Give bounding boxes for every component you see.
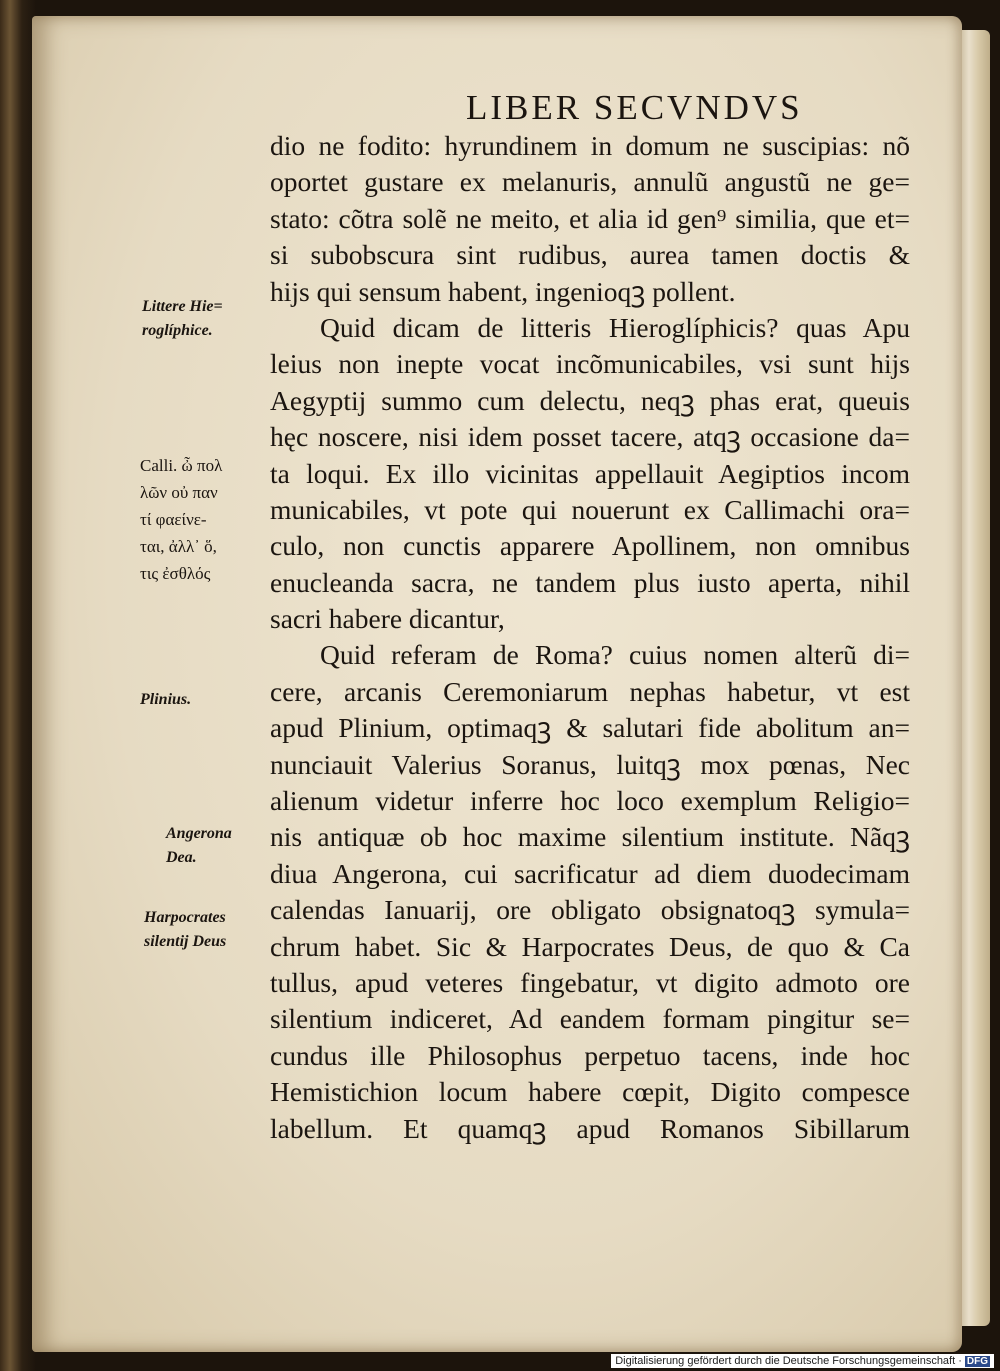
- marginal-note-line: τις ἐσθλός: [140, 564, 211, 583]
- text-line: si subobscura sint rudibus, aurea tamen doctis &: [270, 239, 910, 271]
- marginal-note-line: Plinius.: [140, 691, 192, 708]
- credit-text: Digitalisierung gefördert durch die Deutsche Forschungsgemeinschaft ·: [615, 1355, 962, 1367]
- text-line: Hemistichion locum habere cœpit, Digito compesce: [270, 1076, 910, 1108]
- text-line: nis antiquæ ob hoc maxime silentium institute. Nãqꝫ: [270, 821, 910, 853]
- marginalia: [130, 0, 265, 1371]
- text-line: stato: cõtra solẽ ne meito, et alia id gen⁹ similia, que et=: [270, 202, 910, 234]
- text-line: calendas Ianuarij, ore obligato obsignatoqꝫ symula=: [270, 894, 910, 926]
- marginal-note-line: silentij Deus: [144, 933, 227, 950]
- text-line: cere, arcanis Ceremoniarum nephas habetur, vt est: [270, 675, 910, 707]
- text-line: alienum videtur inferre hoc loco exemplum Religio=: [270, 785, 910, 817]
- text-line: leius non inepte vocat incõmunicabiles, vsi sunt hijs: [270, 348, 910, 380]
- text-line: Quid referam de Roma? cuius nomen alterũ di=: [320, 639, 910, 671]
- marginal-note-line: Dea.: [166, 849, 197, 866]
- marginal-note-plinius: [140, 688, 191, 712]
- marginal-note-line: Angerona: [166, 825, 232, 842]
- text-line: silentium indiceret, Ad eandem formam pingitur se=: [270, 1003, 910, 1035]
- text-line: labellum. Et quamqꝫ apud Romanos Sibillarum: [270, 1112, 910, 1144]
- text-line: enucleanda sacra, ne tandem plus iusto aperta, nihil: [270, 566, 910, 598]
- dfg-logo: DFG: [966, 1356, 988, 1367]
- text-line: chrum habet. Sic & Harpocrates Deus, de quo & Ca: [270, 930, 910, 962]
- marginal-note-angerona: [166, 822, 232, 870]
- text-line: municabiles, vt pote qui nouerunt ex Callimachi ora=: [270, 493, 910, 525]
- marginal-note-line: ται, ἀλλ᾽ ὅ,: [140, 537, 217, 556]
- text-line: Quid dicam de litteris Hieroglíphicis? quas Apu: [320, 311, 910, 343]
- marginal-note-greek: [140, 452, 222, 587]
- marginal-note-harpocrates: [144, 906, 226, 954]
- text-line: dio ne fodito: hyrundinem in domum ne suscipias: nõ: [270, 130, 910, 161]
- text-line: oportet gustare ex melanuris, annulũ angustũ ne ge=: [270, 166, 910, 198]
- body-text: [270, 128, 910, 1147]
- text-line: Aegyptij summo cum delectu, neqꝫ phas erat, queuis: [270, 384, 910, 416]
- text-line: culo, non cunctis apparere Apollinem, non omnibus: [270, 530, 910, 562]
- text-line: tullus, apud veteres fingebatur, vt digito admoto ore: [270, 966, 910, 998]
- running-head: LIBER SECVNDVS: [466, 88, 803, 127]
- text-line: cundus ille Philosophus perpetuo tacens, inde hoc: [270, 1039, 910, 1071]
- text-line: nunciauit Valerius Soranus, luitqꝫ mox pœnas, Nec: [270, 748, 910, 780]
- digitization-credit: [611, 1354, 994, 1368]
- marginal-note-line: τί φαείνε-: [140, 510, 207, 529]
- marginal-note-litterae: [142, 295, 223, 343]
- marginal-note-line: Calli. ὦ πολ: [140, 456, 223, 475]
- text-line: hęc noscere, nisi idem posset tacere, atqꝫ occasione da=: [270, 421, 910, 453]
- text-line: hijs qui sensum habent, ingenioqꝫ pollent.: [270, 275, 736, 307]
- text-line: ta loqui. Ex illo vicinitas appellauit Aegiptios incom: [270, 457, 910, 489]
- page-edge-stack: [960, 30, 990, 1326]
- marginal-note-line: Littere Hie=: [142, 298, 223, 315]
- text-line: apud Plinium, optimaqꝫ & salutari fide abolitum an=: [270, 712, 910, 744]
- marginal-note-line: Harpocrates: [144, 909, 226, 926]
- marginal-note-line: λῶν οὐ παν: [140, 483, 218, 502]
- text-line: sacri habere dicantur,: [270, 603, 505, 635]
- text-line: diua Angerona, cui sacrificatur ad diem duodecimam: [270, 857, 910, 889]
- marginal-note-line: roglíphice.: [142, 322, 213, 339]
